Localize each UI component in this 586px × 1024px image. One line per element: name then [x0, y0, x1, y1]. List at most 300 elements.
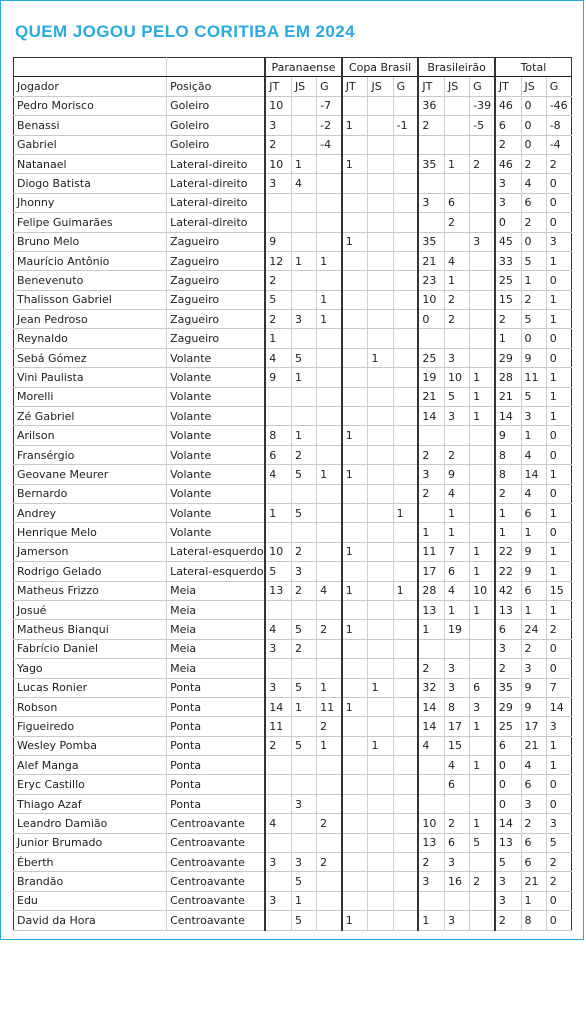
paranaense-g-cell: 1	[317, 465, 342, 484]
brasileirao-g-cell	[470, 639, 495, 658]
total-jt-cell: 6	[495, 620, 521, 639]
brasileirao-g-cell	[470, 445, 495, 464]
total-js-cell: 6	[521, 853, 546, 872]
paranaense-jt-cell: 4	[265, 465, 291, 484]
group-paranaense: Paranaense	[265, 58, 342, 77]
copa-brasil-jt-cell: 1	[342, 620, 368, 639]
player-name-cell: Bernardo	[14, 484, 167, 503]
brasileirao-g-cell: -5	[470, 116, 495, 135]
table-row	[14, 542, 572, 561]
player-name-cell: Thiago Azaf	[14, 794, 167, 813]
paranaense-jt-cell: 3	[265, 678, 291, 697]
copa-brasil-js-cell	[368, 193, 393, 212]
total-js-cell: 3	[521, 659, 546, 678]
copa-brasil-jt-cell	[342, 368, 368, 387]
player-position-cell: Ponta	[167, 736, 266, 755]
copa-brasil-jt-cell	[342, 600, 368, 619]
brasileirao-g-cell	[470, 503, 495, 522]
total-g-cell: 7	[546, 678, 571, 697]
paranaense-g-cell	[317, 484, 342, 503]
copa-brasil-g-cell	[393, 193, 418, 212]
total-jt-cell: 29	[495, 697, 521, 716]
table-row	[14, 639, 572, 658]
copa-brasil-js-cell	[368, 814, 393, 833]
paranaense-jt-cell: 5	[265, 290, 291, 309]
brasileirao-jt-cell	[418, 135, 444, 154]
paranaense-jt-cell: 10	[265, 542, 291, 561]
table-row	[14, 271, 572, 290]
paranaense-js-cell: 4	[291, 174, 316, 193]
player-name-cell: Benassi	[14, 116, 167, 135]
copa-brasil-g-cell	[393, 678, 418, 697]
total-g-cell: 0	[546, 659, 571, 678]
brasileirao-jt-cell: 3	[418, 465, 444, 484]
brasileirao-g-cell	[470, 174, 495, 193]
paranaense-js-cell	[291, 213, 316, 232]
paranaense-jt-cell: 2	[265, 310, 291, 329]
brasileirao-jt-cell: 28	[418, 581, 444, 600]
brasileirao-jt-cell: 13	[418, 600, 444, 619]
copa-brasil-g-cell	[393, 659, 418, 678]
brasileirao-g-cell: 2	[470, 872, 495, 891]
player-position-cell: Meia	[167, 639, 266, 658]
player-position-cell: Volante	[167, 368, 266, 387]
total-g-cell: 1	[546, 251, 571, 270]
player-position-cell: Zagueiro	[167, 290, 266, 309]
brasileirao-jt-cell	[418, 891, 444, 910]
player-position-cell: Meia	[167, 581, 266, 600]
total-jt-cell: 1	[495, 329, 521, 348]
paranaense-g-cell: 1	[317, 251, 342, 270]
player-position-cell: Lateral-direito	[167, 193, 266, 212]
player-name-cell: Pedro Morisco	[14, 96, 167, 115]
player-name-cell: Vini Paulista	[14, 368, 167, 387]
paranaense-jt-cell: 2	[265, 736, 291, 755]
total-jt-cell: 3	[495, 174, 521, 193]
brasileirao-js-cell	[445, 116, 470, 135]
brasileirao-jt-cell: 17	[418, 562, 444, 581]
copa-brasil-jt-cell: 1	[342, 116, 368, 135]
group-copa-brasil: Copa Brasil	[342, 58, 419, 77]
total-jt-cell: 1	[495, 503, 521, 522]
paranaense-jt-cell: 3	[265, 639, 291, 658]
brasileirao-js-cell: 4	[445, 251, 470, 270]
brasileirao-js-cell: 3	[445, 348, 470, 367]
copa-brasil-jt-cell	[342, 639, 368, 658]
copa-brasil-g-cell	[393, 853, 418, 872]
table-row	[14, 445, 572, 464]
copa-brasil-jt-cell	[342, 717, 368, 736]
total-jt-cell: 25	[495, 271, 521, 290]
paranaense-js-cell: 5	[291, 911, 316, 930]
copa-brasil-js-cell	[368, 891, 393, 910]
brasileirao-js-cell: 10	[445, 368, 470, 387]
copa-brasil-g-cell	[393, 756, 418, 775]
total-js-cell: 0	[521, 116, 546, 135]
brasileirao-g-cell	[470, 659, 495, 678]
paranaense-js-cell	[291, 756, 316, 775]
paranaense-g-cell	[317, 542, 342, 561]
paranaense-g-cell	[317, 426, 342, 445]
copa-brasil-jt-cell: 1	[342, 154, 368, 173]
player-name-cell: Eryc Castillo	[14, 775, 167, 794]
brasileirao-g-cell	[470, 135, 495, 154]
player-position-cell: Goleiro	[167, 96, 266, 115]
brasileirao-jt-cell: 4	[418, 736, 444, 755]
copa-brasil-js-cell	[368, 213, 393, 232]
total-jt-cell: 2	[495, 911, 521, 930]
header-g: G	[317, 77, 342, 96]
brasileirao-g-cell	[470, 329, 495, 348]
player-name-cell: Diogo Batista	[14, 174, 167, 193]
total-js-cell: 9	[521, 348, 546, 367]
brasileirao-js-cell: 6	[445, 833, 470, 852]
table-row	[14, 251, 572, 270]
header-jt: JT	[418, 77, 444, 96]
player-position-cell: Goleiro	[167, 116, 266, 135]
paranaense-jt-cell: 13	[265, 581, 291, 600]
brasileirao-g-cell	[470, 911, 495, 930]
total-g-cell: 1	[546, 368, 571, 387]
paranaense-js-cell	[291, 775, 316, 794]
total-js-cell: 21	[521, 872, 546, 891]
player-position-cell: Goleiro	[167, 135, 266, 154]
copa-brasil-js-cell	[368, 659, 393, 678]
paranaense-g-cell: 1	[317, 290, 342, 309]
copa-brasil-js-cell	[368, 426, 393, 445]
total-js-cell: 4	[521, 484, 546, 503]
player-name-cell: Natanael	[14, 154, 167, 173]
brasileirao-g-cell: 1	[470, 814, 495, 833]
brasileirao-g-cell	[470, 348, 495, 367]
total-g-cell: 1	[546, 736, 571, 755]
header-g: G	[546, 77, 571, 96]
total-jt-cell: 6	[495, 116, 521, 135]
copa-brasil-jt-cell	[342, 445, 368, 464]
paranaense-g-cell	[317, 407, 342, 426]
player-name-cell: Henrique Melo	[14, 523, 167, 542]
paranaense-jt-cell	[265, 193, 291, 212]
total-jt-cell: 9	[495, 426, 521, 445]
paranaense-js-cell: 1	[291, 251, 316, 270]
copa-brasil-jt-cell	[342, 174, 368, 193]
total-g-cell: 1	[546, 756, 571, 775]
page-title: QUEM JOGOU PELO CORITIBA EM 2024	[15, 22, 355, 41]
total-js-cell: 0	[521, 135, 546, 154]
copa-brasil-g-cell: 1	[393, 503, 418, 522]
total-jt-cell: 0	[495, 794, 521, 813]
copa-brasil-js-cell	[368, 484, 393, 503]
paranaense-jt-cell: 1	[265, 503, 291, 522]
paranaense-jt-cell: 4	[265, 348, 291, 367]
paranaense-g-cell	[317, 775, 342, 794]
brasileirao-g-cell	[470, 891, 495, 910]
group-total: Total	[495, 58, 572, 77]
copa-brasil-js-cell: 1	[368, 348, 393, 367]
paranaense-jt-cell	[265, 523, 291, 542]
total-g-cell: 0	[546, 193, 571, 212]
total-js-cell: 3	[521, 794, 546, 813]
table-row	[14, 213, 572, 232]
paranaense-g-cell	[317, 833, 342, 852]
brasileirao-js-cell	[445, 329, 470, 348]
header-js: JS	[521, 77, 546, 96]
copa-brasil-jt-cell	[342, 523, 368, 542]
copa-brasil-g-cell	[393, 213, 418, 232]
player-position-cell: Centroavante	[167, 853, 266, 872]
paranaense-g-cell	[317, 872, 342, 891]
paranaense-js-cell: 3	[291, 853, 316, 872]
brasileirao-jt-cell: 1	[418, 523, 444, 542]
total-g-cell: 3	[546, 232, 571, 251]
paranaense-g-cell: 11	[317, 697, 342, 716]
total-jt-cell: 46	[495, 154, 521, 173]
player-position-cell: Volante	[167, 426, 266, 445]
total-g-cell: 0	[546, 891, 571, 910]
copa-brasil-g-cell	[393, 833, 418, 852]
brasileirao-jt-cell	[418, 213, 444, 232]
copa-brasil-js-cell	[368, 794, 393, 813]
brasileirao-js-cell: 17	[445, 717, 470, 736]
paranaense-g-cell	[317, 348, 342, 367]
brasileirao-js-cell: 7	[445, 542, 470, 561]
brasileirao-js-cell: 4	[445, 756, 470, 775]
player-position-cell: Centroavante	[167, 911, 266, 930]
total-jt-cell: 21	[495, 387, 521, 406]
paranaense-g-cell	[317, 329, 342, 348]
copa-brasil-g-cell: 1	[393, 581, 418, 600]
copa-brasil-g-cell	[393, 872, 418, 891]
copa-brasil-jt-cell	[342, 794, 368, 813]
table-row	[14, 756, 572, 775]
total-jt-cell: 22	[495, 542, 521, 561]
table-row	[14, 620, 572, 639]
paranaense-js-cell	[291, 271, 316, 290]
brasileirao-js-cell: 2	[445, 290, 470, 309]
total-js-cell: 1	[521, 271, 546, 290]
brasileirao-g-cell: 2	[470, 154, 495, 173]
paranaense-jt-cell: 10	[265, 96, 291, 115]
total-g-cell: 5	[546, 833, 571, 852]
total-g-cell: 1	[546, 310, 571, 329]
paranaense-js-cell	[291, 484, 316, 503]
brasileirao-jt-cell: 32	[418, 678, 444, 697]
total-js-cell: 9	[521, 542, 546, 561]
player-name-cell: Fabrício Daniel	[14, 639, 167, 658]
player-name-cell: Wesley Pomba	[14, 736, 167, 755]
brasileirao-jt-cell: 14	[418, 697, 444, 716]
copa-brasil-js-cell	[368, 251, 393, 270]
player-position-cell: Ponta	[167, 717, 266, 736]
player-position-cell: Ponta	[167, 794, 266, 813]
paranaense-g-cell: -2	[317, 116, 342, 135]
copa-brasil-jt-cell: 1	[342, 465, 368, 484]
total-g-cell: 0	[546, 911, 571, 930]
brasileirao-jt-cell: 25	[418, 348, 444, 367]
player-name-cell: Yago	[14, 659, 167, 678]
paranaense-js-cell	[291, 659, 316, 678]
table-row	[14, 135, 572, 154]
brasileirao-js-cell: 3	[445, 853, 470, 872]
player-name-cell: Éberth	[14, 853, 167, 872]
brasileirao-g-cell: 1	[470, 542, 495, 561]
total-g-cell: 0	[546, 348, 571, 367]
paranaense-g-cell	[317, 213, 342, 232]
brasileirao-js-cell: 2	[445, 310, 470, 329]
total-js-cell: 4	[521, 445, 546, 464]
copa-brasil-jt-cell	[342, 659, 368, 678]
paranaense-g-cell	[317, 193, 342, 212]
player-position-cell: Zagueiro	[167, 329, 266, 348]
paranaense-jt-cell	[265, 484, 291, 503]
total-js-cell: 4	[521, 756, 546, 775]
copa-brasil-g-cell	[393, 154, 418, 173]
paranaense-jt-cell: 3	[265, 891, 291, 910]
paranaense-g-cell	[317, 271, 342, 290]
table-row	[14, 775, 572, 794]
table-row	[14, 814, 572, 833]
total-js-cell: 5	[521, 387, 546, 406]
total-g-cell: 0	[546, 484, 571, 503]
paranaense-js-cell: 1	[291, 368, 316, 387]
total-g-cell: 0	[546, 639, 571, 658]
copa-brasil-g-cell	[393, 329, 418, 348]
brasileirao-g-cell	[470, 213, 495, 232]
column-header-row	[14, 77, 572, 96]
player-name-cell: Junior Brumado	[14, 833, 167, 852]
copa-brasil-js-cell	[368, 717, 393, 736]
brasileirao-g-cell: -39	[470, 96, 495, 115]
paranaense-js-cell	[291, 523, 316, 542]
copa-brasil-jt-cell	[342, 96, 368, 115]
player-name-cell: Fransérgio	[14, 445, 167, 464]
brasileirao-jt-cell	[418, 329, 444, 348]
brasileirao-js-cell: 1	[445, 154, 470, 173]
player-name-cell: Edu	[14, 891, 167, 910]
brasileirao-js-cell	[445, 96, 470, 115]
copa-brasil-jt-cell	[342, 891, 368, 910]
total-jt-cell: 42	[495, 581, 521, 600]
copa-brasil-jt-cell	[342, 484, 368, 503]
paranaense-js-cell: 1	[291, 891, 316, 910]
header-jt: JT	[265, 77, 291, 96]
brasileirao-jt-cell: 19	[418, 368, 444, 387]
paranaense-js-cell: 1	[291, 426, 316, 445]
player-position-cell: Volante	[167, 407, 266, 426]
player-position-cell: Lateral-esquerdo	[167, 542, 266, 561]
player-position-cell: Volante	[167, 348, 266, 367]
paranaense-js-cell: 3	[291, 562, 316, 581]
copa-brasil-js-cell	[368, 310, 393, 329]
player-position-cell: Centroavante	[167, 833, 266, 852]
player-name-cell: Leandro Damião	[14, 814, 167, 833]
brasileirao-jt-cell: 21	[418, 251, 444, 270]
brasileirao-js-cell: 8	[445, 697, 470, 716]
player-name-cell: Reynaldo	[14, 329, 167, 348]
total-g-cell: 0	[546, 426, 571, 445]
copa-brasil-g-cell	[393, 717, 418, 736]
brasileirao-js-cell: 19	[445, 620, 470, 639]
total-g-cell: 0	[546, 445, 571, 464]
paranaense-jt-cell: 9	[265, 368, 291, 387]
paranaense-g-cell	[317, 387, 342, 406]
total-jt-cell: 0	[495, 756, 521, 775]
brasileirao-js-cell: 2	[445, 814, 470, 833]
copa-brasil-g-cell	[393, 387, 418, 406]
copa-brasil-jt-cell	[342, 193, 368, 212]
player-position-cell: Centroavante	[167, 872, 266, 891]
player-name-cell: David da Hora	[14, 911, 167, 930]
table-row	[14, 659, 572, 678]
stats-table	[13, 57, 572, 931]
brasileirao-jt-cell: 36	[418, 96, 444, 115]
paranaense-g-cell	[317, 600, 342, 619]
brasileirao-g-cell	[470, 465, 495, 484]
total-js-cell: 2	[521, 290, 546, 309]
paranaense-g-cell: 2	[317, 814, 342, 833]
total-js-cell: 2	[521, 154, 546, 173]
paranaense-js-cell: 2	[291, 445, 316, 464]
copa-brasil-g-cell	[393, 407, 418, 426]
paranaense-g-cell: 2	[317, 620, 342, 639]
total-jt-cell: 46	[495, 96, 521, 115]
total-g-cell: 0	[546, 271, 571, 290]
total-g-cell: 2	[546, 154, 571, 173]
brasileirao-jt-cell: 1	[418, 911, 444, 930]
table-row	[14, 697, 572, 716]
player-name-cell: Sebá Gómez	[14, 348, 167, 367]
table-row	[14, 96, 572, 115]
table-row	[14, 154, 572, 173]
brasileirao-g-cell	[470, 853, 495, 872]
paranaense-jt-cell: 9	[265, 232, 291, 251]
copa-brasil-jt-cell	[342, 387, 368, 406]
total-js-cell: 0	[521, 329, 546, 348]
copa-brasil-g-cell	[393, 484, 418, 503]
brasileirao-g-cell: 5	[470, 833, 495, 852]
copa-brasil-jt-cell	[342, 872, 368, 891]
table-row	[14, 523, 572, 542]
player-position-cell: Volante	[167, 523, 266, 542]
copa-brasil-g-cell	[393, 232, 418, 251]
paranaense-jt-cell: 10	[265, 154, 291, 173]
total-g-cell: 0	[546, 794, 571, 813]
brasileirao-js-cell	[445, 174, 470, 193]
total-g-cell: 1	[546, 407, 571, 426]
total-jt-cell: 3	[495, 891, 521, 910]
table-row	[14, 833, 572, 852]
copa-brasil-js-cell	[368, 232, 393, 251]
copa-brasil-jt-cell	[342, 562, 368, 581]
copa-brasil-js-cell: 1	[368, 736, 393, 755]
paranaense-jt-cell	[265, 213, 291, 232]
total-jt-cell: 28	[495, 368, 521, 387]
paranaense-g-cell: 1	[317, 310, 342, 329]
brasileirao-js-cell: 6	[445, 562, 470, 581]
total-js-cell: 11	[521, 368, 546, 387]
total-jt-cell: 13	[495, 600, 521, 619]
paranaense-g-cell: -4	[317, 135, 342, 154]
copa-brasil-jt-cell	[342, 678, 368, 697]
copa-brasil-js-cell	[368, 368, 393, 387]
table-row	[14, 310, 572, 329]
paranaense-g-cell	[317, 911, 342, 930]
copa-brasil-g-cell	[393, 310, 418, 329]
paranaense-js-cell	[291, 193, 316, 212]
copa-brasil-jt-cell: 1	[342, 581, 368, 600]
table-row	[14, 872, 572, 891]
table-row	[14, 794, 572, 813]
